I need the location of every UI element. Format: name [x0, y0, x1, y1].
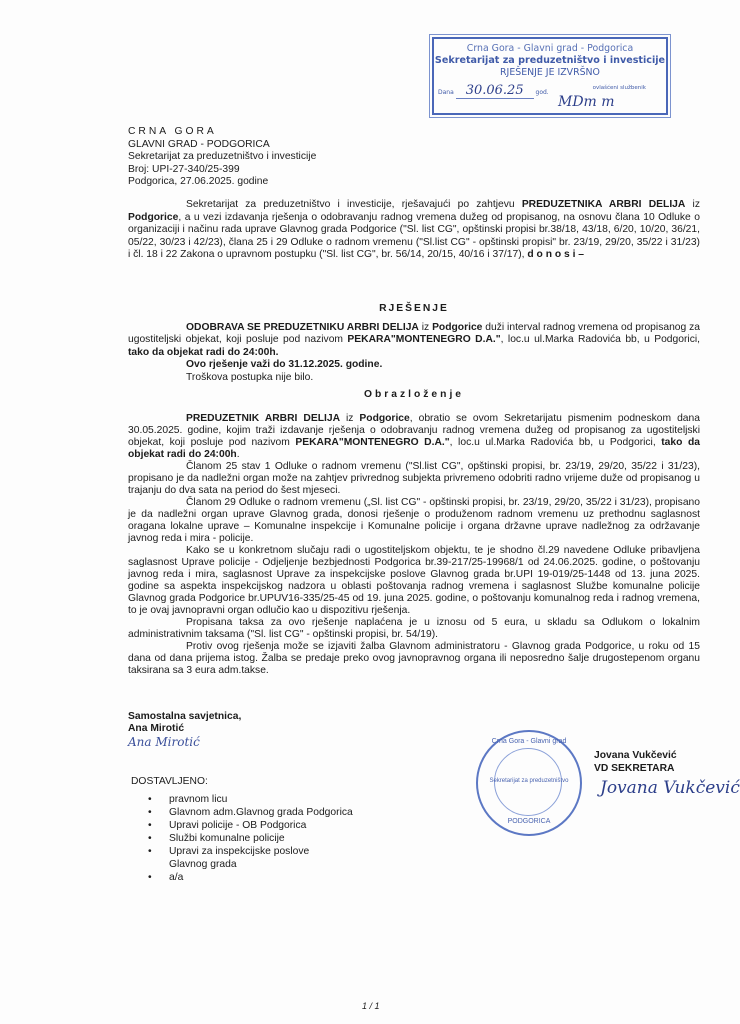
- advisor-title: Samostalna savjetnica,: [128, 711, 242, 722]
- dispositive-costs: [128, 372, 700, 385]
- text-segment: Protiv ovog rješenja može se izjaviti žalba Glavnom administratoru - Glavnog grada Podgorice, u roku od 15 dana od dana prijema istog. Žalba se predaje preko ovog javnopravnog organa ili neposredno šalje drugostepenom organu taksirana sa 3 eura adm.takse.: [128, 641, 700, 677]
- place-date: Podgorica, 27.06.2025. godine: [128, 176, 269, 188]
- document-body: [128, 199, 700, 677]
- reasoning-title: Obrazloženje: [363, 388, 465, 400]
- document-number: Broj: UPI-27-340/25-399: [128, 163, 240, 175]
- seal-top-text: Crna Gora - Glavni grad: [491, 738, 567, 745]
- text-segment: iz: [685, 199, 700, 210]
- letterhead: [128, 126, 316, 189]
- stamp-date-value: 30.06.25: [456, 83, 534, 99]
- stamp-line-2: Sekretarijat za preduzetništvo i investicije: [434, 55, 666, 66]
- advisor-handwritten-signature: Ana Mirotić: [128, 734, 200, 749]
- bold-text-segment: Podgorice: [359, 413, 410, 425]
- department: Sekretarijat za preduzetništvo i investicije: [128, 151, 317, 163]
- text-segment: Sekretarijat za preduzetništvo i investicije, rješavajući po zahtjevu: [186, 199, 522, 210]
- delivery-item: • Glavnom adm.Glavnog grada Podgorica: [169, 806, 353, 819]
- reasoning-paragraph: [128, 641, 700, 677]
- bold-text-segment: tako da objekat radi do 24:00h.: [128, 346, 279, 358]
- stamp-line-1: Crna Gora - Glavni grad - Podgorica: [466, 43, 634, 54]
- bold-text-segment: PREDUZETNIKA ARBRI DELIJA: [521, 199, 686, 210]
- text-segment: duži interval radnog vremena od propisanog za ugostiteljski objekat, koji posluje pod nazivom: [128, 321, 700, 346]
- bold-text-segment: Podgorice: [432, 321, 483, 333]
- reasoning-paragraph: [128, 545, 700, 617]
- dispositive: [128, 322, 700, 385]
- secretary-handwritten-signature: Jovana Vukčević: [600, 778, 740, 798]
- stamp-date-suffix: god.: [535, 89, 549, 96]
- stamp-date-label: Dana: [438, 89, 454, 96]
- stamp-line-3: RJEŠENJE JE IZVRŠNO: [500, 67, 600, 78]
- stamp-date: [438, 83, 549, 98]
- delivery-item: • pravnom licu: [169, 793, 353, 806]
- text-segment: , loc.u ul.Marka Radovića bb, u Podgorici,: [449, 437, 662, 449]
- bold-text-segment: ODOBRAVA SE PREDUZETNIKU ARBRI DELIJA: [186, 321, 419, 333]
- advisor-signature-block: [128, 711, 241, 748]
- delivery-item: • a/a: [169, 871, 353, 884]
- secretary-name: Jovana Vukčević: [594, 750, 677, 761]
- reasoning-paragraph: [128, 461, 700, 497]
- bold-text-segment: d o n o s i –: [527, 249, 585, 261]
- bold-text-segment: Ovo rješenje važi do 31.12.2025. godine.: [186, 359, 383, 371]
- reasoning-paragraph: [128, 617, 700, 641]
- text-segment: iz: [418, 321, 433, 333]
- secretary-signature-block: [594, 750, 677, 775]
- dispositive-paragraph: [128, 322, 700, 360]
- text-segment: Članom 25 stav 1 Odluke o radnom vremenu ("Sl.list CG", opštinski propisi, br. 23/19, 29/20, 35/22 i 31/23), propisano je da nadležni organ može na zahtjev privrednog subjekta privremeno odobriti radno vrijeme duže od propisanog u trajanju do dva sata na period do šest mjeseci.: [128, 461, 700, 497]
- delivery-item: • Upravi policije - OB Podgorica: [169, 819, 353, 832]
- text-segment: iz: [340, 413, 360, 425]
- text-segment: .: [236, 449, 240, 461]
- decision-title: RJEŠENJE: [379, 302, 449, 314]
- country: CRNA GORA: [128, 126, 217, 137]
- reasoning-paragraph: [128, 497, 700, 545]
- advisor-name: Ana Mirotić: [128, 723, 185, 735]
- seal-middle-text: Sekretarijat za preduzetništvo: [489, 778, 569, 784]
- text-segment: , a u vezi izdavanja rješenja o odobravanju radnog vremena dužeg od propisanog, na osnovu člana 10 Odluke o organizaciji i načinu rada uprave Glavnog grada Podgorice ("Sl. list CG", opštinski propisi br.38/18, 43/18, 6/20, 10/20, 36/21, 05/22, 30/23 i 42/23), člana 25 i 29 Odluke o radnom vremenu ("Sl.list CG" - opštinski propisi" br. 23/19, 29/20, 35/22 i 31/23) i čl. 18 i 22 Zakona o upravnom postupku ("Sl. list CG", br. 56/14, 20/15, 40/16 i 37/17),: [128, 211, 700, 261]
- delivery-item: • Službi komunalne policije: [169, 832, 353, 845]
- intro-paragraph: [128, 199, 700, 262]
- text-segment: Propisana taksa za ovo rješenje naplaćena je u iznosu od 5 eura, u skladu sa Odlukom o lokalnim administrativnim taksama ("Sl. list CG" - opštinski propisi, br. 54/19).: [128, 617, 700, 641]
- reasoning-paragraph: [128, 413, 700, 461]
- dispositive-validity: [128, 359, 700, 372]
- text-segment: Troškova postupka nije bilo.: [186, 371, 314, 383]
- text-segment: , obratio se ovom Sekretarijatu pismenim podneskom dana 30.05.2025. godine, kojim traži izdavanje rješenja o odobravanju radnog vremena dužeg od propisanog za ugostiteljski objekat, koji posluje pod nazivom: [128, 413, 700, 449]
- text-segment: Kako se u konkretnom slučaju radi o ugostiteljskom objektu, te je shodno čl.29 navedene Odluke pribavljena saglasnost Uprave policije - Odjeljenje bezbjednosti Podgorica br.39-217/25-19968/1 od 24.06.2025. godine, o poštovanju javnog reda i mira, saglasnost Uprave za inspekcijske poslove Glavnog grada br.UPI 19-019/25-1448 od 13. juna 2025. godine sa aspekta inspekcijskog nadzora u oblasti poštovanja radnog vremena i saglasnost Službe komunalne policije Glavnog grada Podgorice br.UPUV16-335/25-45 od 19. juna 2025. godine, o poštovanju komunalnog reda i radnog vremena, to je ovaj javnopravni organ odlučio kao u dispozitivu rješenja.: [128, 545, 700, 617]
- stamp-signature: MDm m: [558, 94, 615, 110]
- bold-text-segment: Podgorice: [128, 211, 179, 223]
- bold-text-segment: tako da objekat radi do 24:00h: [128, 437, 700, 461]
- text-segment: Članom 29 Odluke o radnom vremenu („Sl. list CG" - opštinski propisi, br. 23/19, 29/20, 35/22 i 31/23), propisano je da nadležni organ uprave Glavnog grada, donosi rješenje o produženom radnom vremenu uz prethodnu saglasnost oragana lokalne uprave – Komunalne inspekcije i Komunalne policije i organa državne uprave nadležnog za održavanje javnog reda i mira - policije.: [128, 497, 700, 545]
- intro-text: [128, 199, 700, 262]
- text-segment: , loc.u ul.Marka Radovića bb, u Podgorici,: [500, 334, 701, 346]
- enforceability-stamp: [432, 37, 668, 115]
- secretary-title: VD SEKRETARA: [594, 762, 675, 774]
- reasoning: [128, 413, 700, 677]
- bold-text-segment: PREDUZETNIK ARBRI DELIJA: [186, 413, 341, 425]
- delivery-list: [131, 776, 353, 884]
- city: GLAVNI GRAD - PODGORICA: [128, 138, 270, 150]
- delivery-label: DOSTAVLJENO:: [131, 776, 208, 787]
- seal-bottom-text: PODGORICA: [507, 818, 551, 825]
- bold-text-segment: PEKARA"MONTENEGRO D.A.": [295, 437, 450, 449]
- delivery-item: • Upravi za inspekcijske poslove Glavnog grada: [169, 845, 319, 871]
- official-seal: [476, 730, 582, 836]
- page-number: 1 / 1: [362, 1001, 380, 1011]
- stamp-official-label: ovlašćeni službenik: [592, 85, 646, 91]
- bold-text-segment: PEKARA"MONTENEGRO D.A.": [347, 334, 501, 346]
